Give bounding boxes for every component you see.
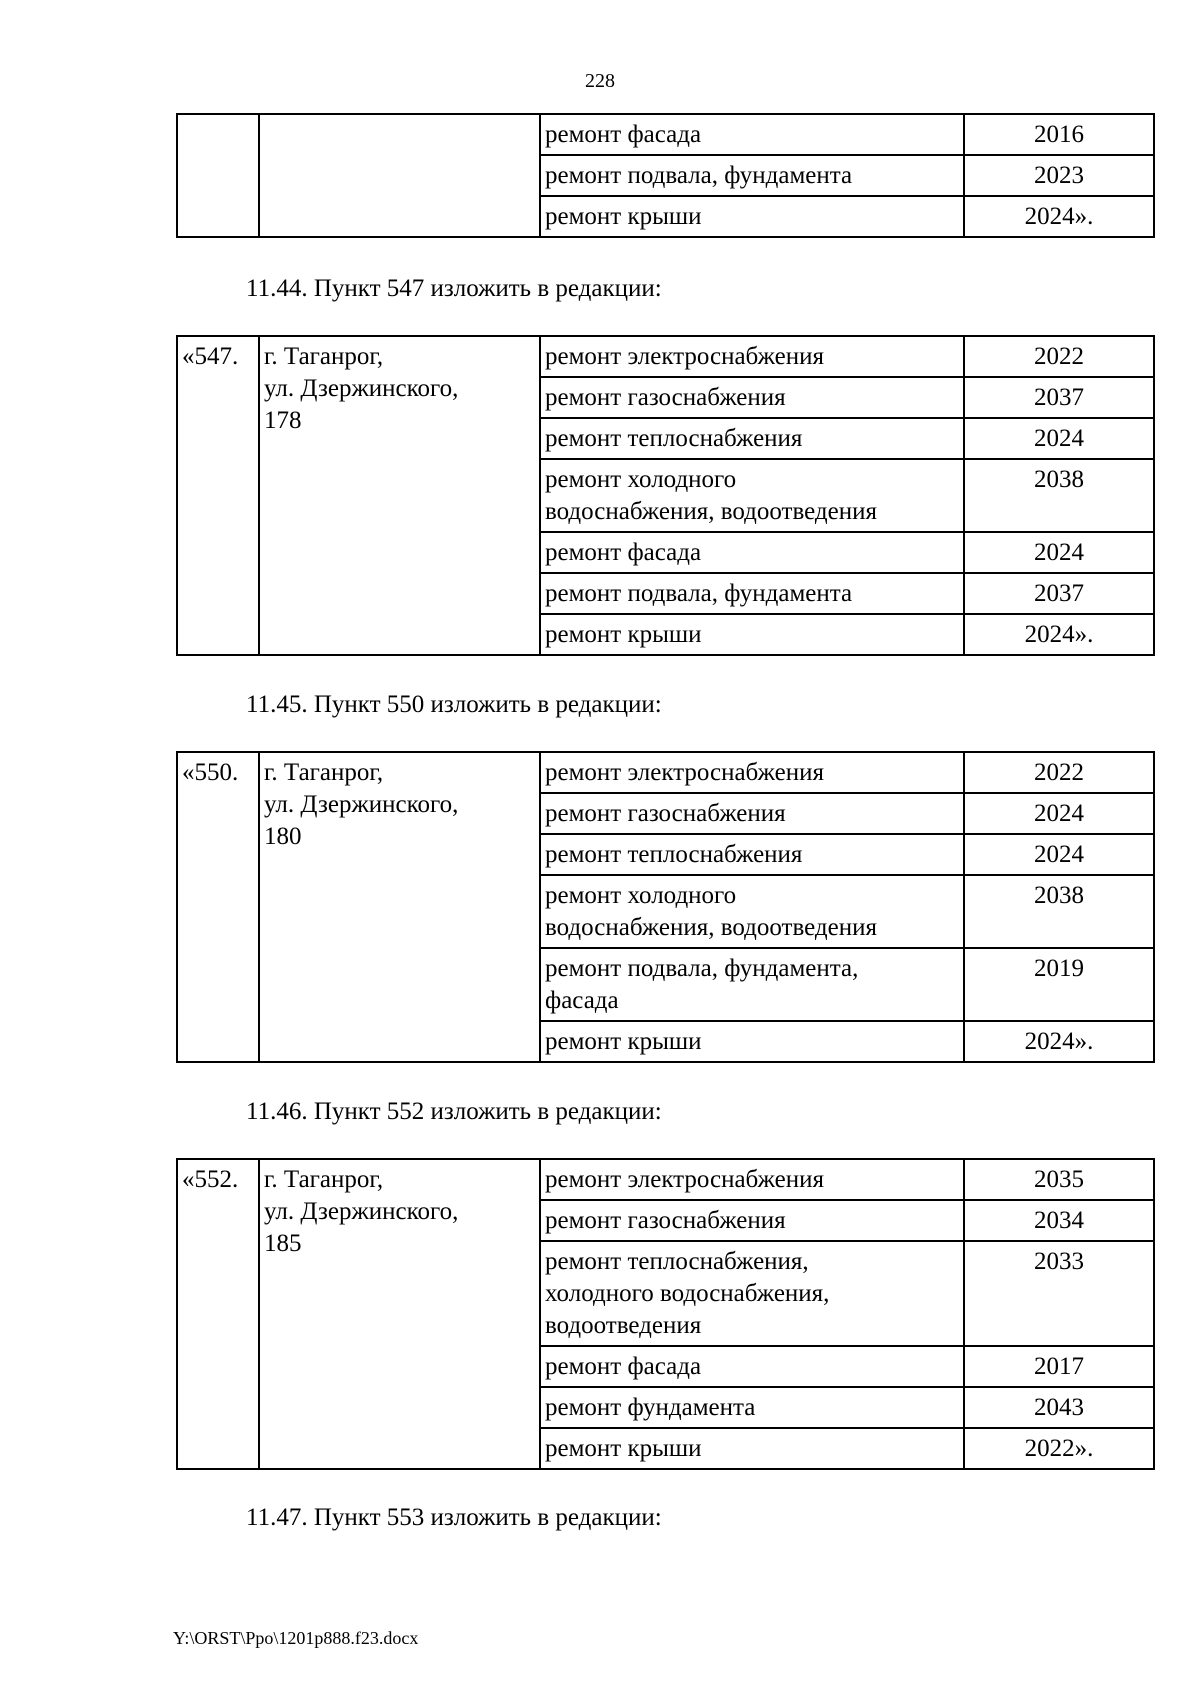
work-type-line: ремонт холодного <box>545 466 737 493</box>
item-number: «552. <box>177 1159 259 1469</box>
work-type-cell: ремонт фундамента <box>540 1387 964 1428</box>
work-type-line: ремонт подвала, фундамента, <box>545 955 859 982</box>
work-type-line: водоснабжения, водоотведения <box>545 498 877 525</box>
year-cell: 2022 <box>964 336 1154 377</box>
work-type-cell: ремонт крыши <box>540 614 964 655</box>
year-cell: 2038 <box>964 875 1154 948</box>
year-cell: 2019 <box>964 948 1154 1021</box>
work-type-cell <box>540 948 964 1021</box>
work-type-line: холодного водоснабжения, <box>545 1280 830 1307</box>
work-type-cell: ремонт крыши <box>540 1021 964 1062</box>
year-cell: 2024 <box>964 793 1154 834</box>
work-type-cell: ремонт газоснабжения <box>540 377 964 418</box>
work-type-cell: ремонт электроснабжения <box>540 1159 964 1200</box>
year-cell: 2024». <box>964 196 1154 237</box>
work-type-cell: ремонт электроснабжения <box>540 336 964 377</box>
work-type-line: водоотведения <box>545 1312 702 1339</box>
item-number <box>177 114 259 237</box>
address-cell <box>259 1159 540 1469</box>
year-cell: 2024 <box>964 418 1154 459</box>
year-cell: 2022 <box>964 752 1154 793</box>
address-line: ул. Дзержинского, <box>264 375 459 402</box>
year-cell: 2035 <box>964 1159 1154 1200</box>
work-type-cell: ремонт электроснабжения <box>540 752 964 793</box>
address-line: 180 <box>264 823 302 850</box>
table-row <box>177 752 1154 793</box>
year-cell: 2037 <box>964 377 1154 418</box>
address-cell <box>259 752 540 1062</box>
work-type-cell: ремонт крыши <box>540 1428 964 1469</box>
year-cell: 2017 <box>964 1346 1154 1387</box>
address-line: 178 <box>264 407 302 434</box>
year-cell: 2022». <box>964 1428 1154 1469</box>
paragraph-11-44: 11.44. Пункт 547 изложить в редакции: <box>246 275 662 302</box>
paragraph-11-47: 11.47. Пункт 553 изложить в редакции: <box>246 1504 662 1531</box>
year-cell: 2043 <box>964 1387 1154 1428</box>
address-line: ул. Дзержинского, <box>264 791 459 818</box>
year-cell: 2038 <box>964 459 1154 532</box>
year-cell: 2024». <box>964 614 1154 655</box>
paragraph-11-45: 11.45. Пункт 550 изложить в редакции: <box>246 691 662 718</box>
address-cell <box>259 336 540 655</box>
table-row <box>177 1159 1154 1200</box>
year-cell: 2034 <box>964 1200 1154 1241</box>
year-cell: 2024». <box>964 1021 1154 1062</box>
year-cell: 2033 <box>964 1241 1154 1346</box>
repair-schedule-table-continued <box>176 113 1155 238</box>
address-line: ул. Дзержинского, <box>264 1198 459 1225</box>
work-type-line: фасада <box>545 987 619 1014</box>
page-number: 228 <box>585 70 615 92</box>
work-type-cell: ремонт подвала, фундамента <box>540 573 964 614</box>
work-type-line: ремонт холодного <box>545 882 737 909</box>
table-row <box>177 336 1154 377</box>
work-type-cell: ремонт крыши <box>540 196 964 237</box>
work-type-cell: ремонт фасада <box>540 114 964 155</box>
address-line: 185 <box>264 1230 302 1257</box>
address-line: г. Таганрог, <box>264 1166 384 1193</box>
work-type-cell: ремонт теплоснабжения <box>540 834 964 875</box>
work-type-line: ремонт теплоснабжения, <box>545 1248 809 1275</box>
address-line: г. Таганрог, <box>264 343 384 370</box>
year-cell: 2024 <box>964 834 1154 875</box>
repair-schedule-table-547 <box>176 335 1155 656</box>
table-row <box>177 114 1154 155</box>
work-type-cell: ремонт теплоснабжения <box>540 418 964 459</box>
work-type-cell <box>540 1241 964 1346</box>
work-type-cell: ремонт газоснабжения <box>540 793 964 834</box>
file-path-footer: Y:\ORST\Ppo\1201p888.f23.docx <box>173 1628 419 1648</box>
work-type-cell: ремонт фасада <box>540 1346 964 1387</box>
item-number: «550. <box>177 752 259 1062</box>
work-type-cell <box>540 875 964 948</box>
work-type-cell: ремонт фасада <box>540 532 964 573</box>
paragraph-11-46: 11.46. Пункт 552 изложить в редакции: <box>246 1098 662 1125</box>
work-type-cell: ремонт подвала, фундамента <box>540 155 964 196</box>
work-type-cell: ремонт газоснабжения <box>540 1200 964 1241</box>
address-cell <box>259 114 540 237</box>
repair-schedule-table-550 <box>176 751 1155 1063</box>
work-type-line: водоснабжения, водоотведения <box>545 914 877 941</box>
item-number: «547. <box>177 336 259 655</box>
address-line: г. Таганрог, <box>264 759 384 786</box>
year-cell: 2037 <box>964 573 1154 614</box>
year-cell: 2016 <box>964 114 1154 155</box>
year-cell: 2023 <box>964 155 1154 196</box>
work-type-cell <box>540 459 964 532</box>
repair-schedule-table-552 <box>176 1158 1155 1470</box>
year-cell: 2024 <box>964 532 1154 573</box>
